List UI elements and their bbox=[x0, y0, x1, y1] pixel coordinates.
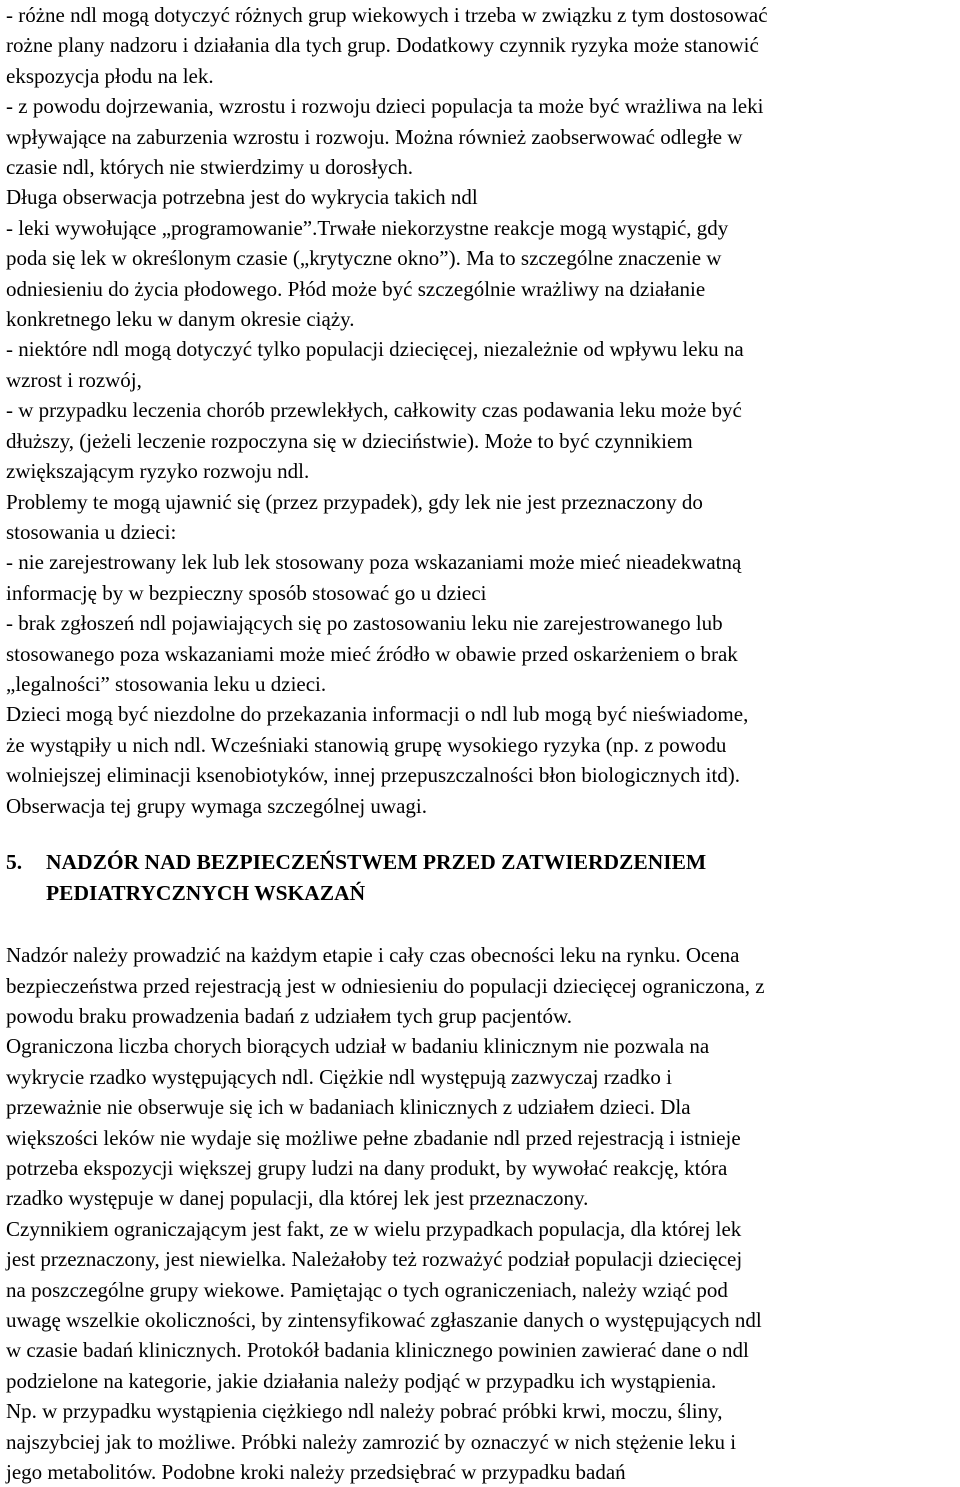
text-line: Nadzór należy prowadzić na każdym etapie i cały czas obecności leku na rynku. Ocena bbox=[6, 943, 740, 968]
text-line: poda się lek w określonym czasie („krytyczne okno”). Ma to szczególne znaczenie w bbox=[6, 246, 722, 271]
section-text-part1 bbox=[6, 0, 956, 821]
section-title-line1: NADZÓR NAD BEZPIECZEŃSTWEM PRZED ZATWIERDZENIEM bbox=[46, 849, 707, 874]
text-line: rzadko występuje w danej populacji, dla której lek jest przeznaczony. bbox=[6, 1186, 589, 1211]
text-line: Długa obserwacja potrzebna jest do wykrycia takich ndl bbox=[6, 185, 478, 210]
text-line: stosowania u dzieci: bbox=[6, 519, 177, 544]
text-line: konkretnego leku w danym okresie ciąży. bbox=[6, 307, 355, 332]
text-line: bezpieczeństwa przed rejestracją jest w odniesieniu do populacji dziecięcej ograniczona, z bbox=[6, 973, 765, 998]
document-page bbox=[6, 0, 956, 1487]
text-line: Np. w przypadku wystąpienia ciężkiego ndl należy pobrać próbki krwi, moczu, śliny, bbox=[6, 1399, 723, 1424]
text-line: Ograniczona liczba chorych biorących udział w badaniu klinicznym nie pozwala na bbox=[6, 1034, 710, 1059]
text-line: wolniejszej eliminacji ksenobiotyków, innej przepuszczalności błon biologicznych itd). bbox=[6, 763, 741, 788]
text-line: wzrost i rozwój, bbox=[6, 367, 142, 392]
text-line: potrzeba ekspozycji większej grupy ludzi na dany produkt, by wywołać reakcję, która bbox=[6, 1156, 728, 1180]
text-line: informację by w bezpieczny sposób stosować go u dzieci bbox=[6, 580, 487, 605]
text-line: wpływające na zaburzenia wzrostu i rozwoju. Można również zaobserwować odległe w bbox=[6, 124, 743, 149]
text-line: że wystąpiły u nich ndl. Wcześniaki stanowią grupę wysokiego ryzyka (np. z powodu bbox=[6, 732, 727, 757]
text-line: Czynnikiem ograniczającym jest fakt, ze w wielu przypadkach populacja, dla której lek bbox=[6, 1216, 742, 1241]
text-line: Dzieci mogą być niezdolne do przekazania informacji o ndl lub mogą być nieświadome, bbox=[6, 702, 749, 727]
text-line: uwagę wszelkie okoliczności, by zintensyfikować zgłaszanie danych o występujących ndl bbox=[6, 1308, 762, 1333]
text-line: powodu braku prowadzenia badań z udziałem tych grup pacjentów. bbox=[6, 1003, 573, 1028]
section-number: 5. bbox=[6, 849, 23, 874]
text-line: przeważnie nie obserwuje się ich w badaniach klinicznych z udziałem dzieci. Dla bbox=[6, 1095, 691, 1120]
text-line: odniesieniu do życia płodowego. Płód może być szczególnie wrażliwy na działanie bbox=[6, 276, 706, 301]
text-line: - brak zgłoszeń ndl pojawiających się po zastosowaniu leku nie zarejestrowanego lub bbox=[6, 611, 723, 636]
text-line: „legalności” stosowania leku u dzieci. bbox=[6, 671, 327, 696]
text-line: w czasie badań klinicznych. Protokół badania klinicznego powinien zawierać dane o ndl bbox=[6, 1338, 749, 1363]
text-line: jego metabolitów. Podobne kroki należy przedsiębrać w przypadku badań bbox=[6, 1460, 626, 1485]
text-line: podzielone na kategorie, jakie działania należy podjąć w przypadku ich wystąpienia. bbox=[6, 1368, 717, 1393]
section-title-line2: PEDIATRYCZNYCH WSKAZAŃ bbox=[46, 880, 366, 905]
text-line: - nie zarejestrowany lek lub lek stosowany poza wskazaniami może mieć nieadekwatną bbox=[6, 550, 742, 575]
text-line: - w przypadku leczenia chorób przewlekłych, całkowity czas podawania leku może być bbox=[6, 398, 742, 423]
section-text-part2 bbox=[6, 940, 956, 1487]
text-line: wykrycie rzadko występujących ndl. Ciężkie ndl występują zazwyczaj rzadko i bbox=[6, 1064, 672, 1089]
text-line: najszybciej jak to możliwe. Próbki należy zamrozić by oznaczyć w nich stężenie leku i bbox=[6, 1429, 737, 1454]
text-line: stosowanego poza wskazaniami może mieć źródło w obawie przed oskarżeniem o brak bbox=[6, 641, 738, 666]
text-line: ekspozycja płodu na lek. bbox=[6, 63, 214, 88]
text-line: Problemy te mogą ujawnić się (przez przypadek), gdy lek nie jest przeznaczony do bbox=[6, 489, 703, 514]
text-line: na poszczególne grupy wiekowe. Pamiętając o tych ograniczeniach, należy wziąć pod bbox=[6, 1277, 728, 1302]
text-line: - różne ndl mogą dotyczyć różnych grup wiekowych i trzeba w związku z tym dostosować bbox=[6, 3, 768, 27]
section-heading bbox=[6, 847, 956, 908]
text-line: - z powodu dojrzewania, wzrostu i rozwoju dzieci populacja ta może być wrażliwa na leki bbox=[6, 94, 764, 119]
text-line: - leki wywołujące „programowanie”.Trwałe niekorzystne reakcje mogą wystąpić, gdy bbox=[6, 215, 729, 240]
text-line: Obserwacja tej grupy wymaga szczególnej uwagi. bbox=[6, 793, 428, 818]
text-line: jest przeznaczony, jest niewielka. Należałoby też rozważyć podział populacji dziecięcej bbox=[6, 1247, 743, 1272]
text-line: rożne plany nadzoru i działania dla tych grup. Dodatkowy czynnik ryzyka może stanowić bbox=[6, 33, 759, 58]
text-line: dłuższy, (jeżeli leczenie rozpoczyna się w dzieciństwie). Może to być czynnikiem bbox=[6, 428, 693, 453]
text-line: większości leków nie wydaje się możliwe pełne zbadanie ndl przed rejestracją i istnieje bbox=[6, 1125, 741, 1150]
text-line: - niektóre ndl mogą dotyczyć tylko populacji dziecięcej, niezależnie od wpływu leku na bbox=[6, 337, 744, 362]
text-line: czasie ndl, których nie stwierdzimy u dorosłych. bbox=[6, 155, 414, 180]
text-line: zwiększającym ryzyko rozwoju ndl. bbox=[6, 459, 310, 484]
